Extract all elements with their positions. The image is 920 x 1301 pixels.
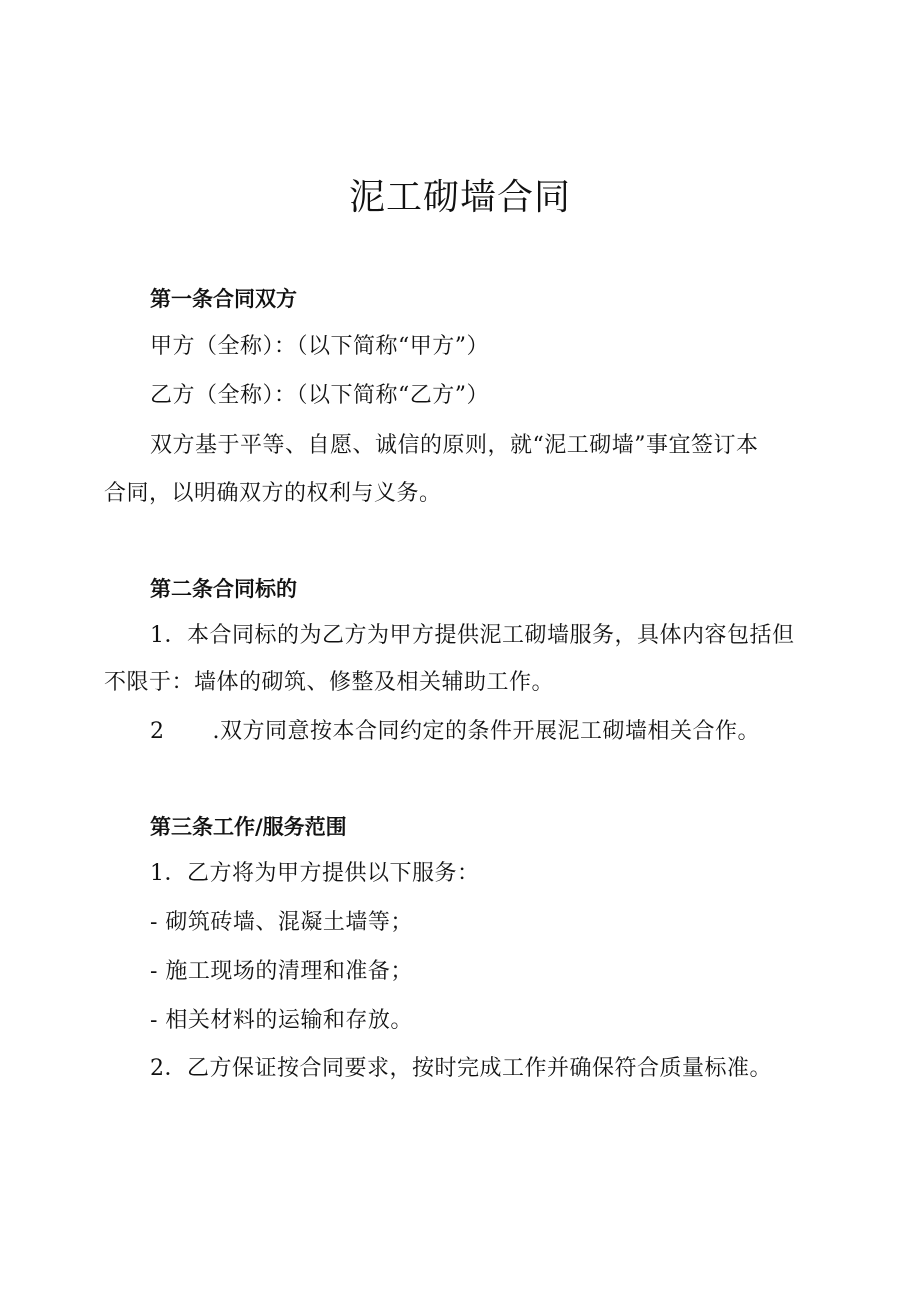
party-a-line: 甲方（全称）：（以下简称“甲方”）: [150, 334, 489, 359]
clause-line: [150, 716, 760, 748]
section-heading-3: 第三条工作/服务范围: [150, 815, 347, 839]
clause-line: 不限于：墙体的砌筑、修整及相关辅助工作。: [104, 670, 555, 695]
clause-line: 2．乙方保证按合同要求，按时完成工作并确保符合质量标准。: [150, 1056, 772, 1081]
clause-line: 1．乙方将为甲方提供以下服务：: [150, 861, 480, 886]
party-b-line: 乙方（全称）：（以下简称“乙方”）: [150, 383, 489, 408]
section-heading-2: 第二条合同标的: [150, 577, 297, 601]
clause-text: .双方同意按本合同约定的条件开展泥工砌墙相关合作。: [212, 719, 760, 744]
paragraph-line: 合同，以明确双方的权利与义务。: [104, 481, 442, 506]
section-heading-1: 第一条合同双方: [150, 287, 297, 311]
paragraph-line: 双方基于平等、自愿、诚信的原则，就“泥工砌墙”事宜签订本: [150, 433, 759, 458]
clause-number: 2: [150, 719, 165, 744]
clause-line: 1．本合同标的为乙方为甲方提供泥工砌墙服务，具体内容包括但: [150, 623, 795, 648]
list-item: - 砌筑砖墙、混凝土墙等；: [150, 910, 413, 935]
list-item: - 相关材料的运输和存放。: [150, 1008, 413, 1033]
document-title: 泥工砌墙合同: [348, 177, 571, 218]
list-item: - 施工现场的清理和准备；: [150, 959, 413, 984]
